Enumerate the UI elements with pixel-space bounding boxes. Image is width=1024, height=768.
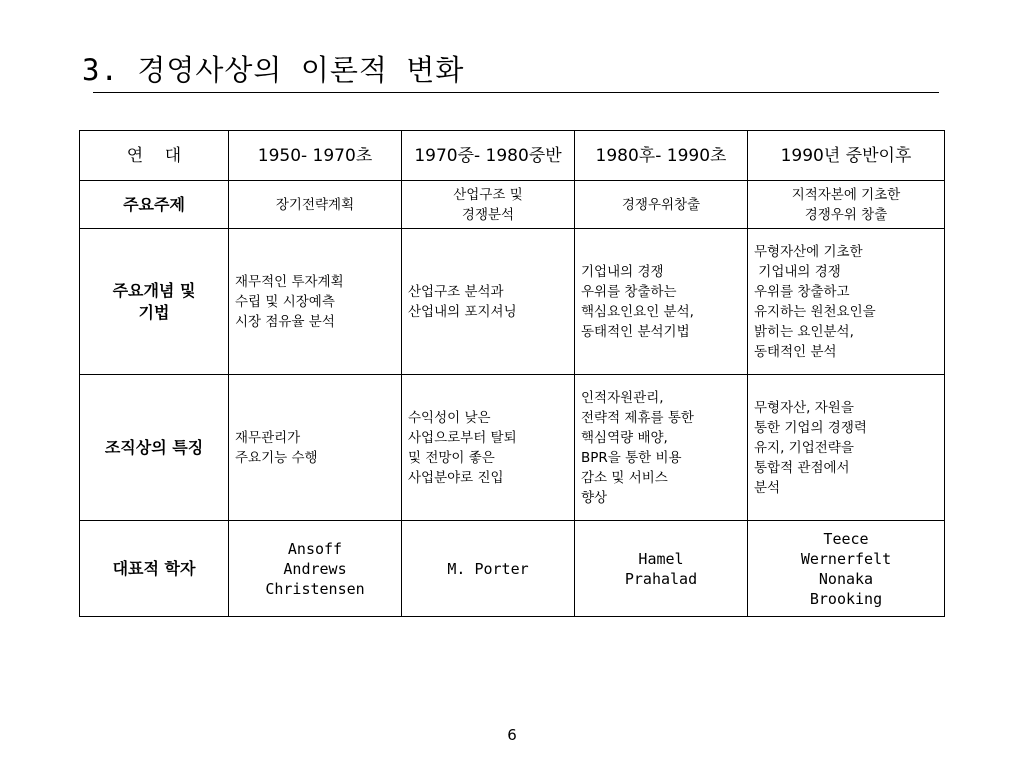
header-period-1: 1950- 1970초 bbox=[229, 131, 402, 181]
cell-scholars-4: Teece Wernerfelt Nonaka Brooking bbox=[748, 521, 945, 617]
title-divider bbox=[93, 92, 939, 93]
row-label-main-topic: 주요주제 bbox=[80, 181, 229, 229]
table-row-scholars bbox=[80, 521, 945, 617]
slide-title: 3. 경영사상의 이론적 변화 bbox=[82, 53, 465, 87]
cell-org-1: 재무관리가 주요기능 수행 bbox=[229, 375, 402, 521]
cell-concepts-2: 산업구조 분석과 산업내의 포지셔닝 bbox=[402, 229, 575, 375]
table-row-concepts bbox=[80, 229, 945, 375]
cell-org-4: 무형자산, 자원을 통한 기업의 경쟁력 유지, 기업전략을 통합적 관점에서 분석 bbox=[748, 375, 945, 521]
table-header-row bbox=[80, 131, 945, 181]
cell-topic-3: 경쟁우위창출 bbox=[575, 181, 748, 229]
row-label-concepts: 주요개념 및 기법 bbox=[80, 229, 229, 375]
page-number: 6 bbox=[507, 726, 517, 744]
header-period-4: 1990년 중반이후 bbox=[748, 131, 945, 181]
cell-scholars-2: M. Porter bbox=[402, 521, 575, 617]
header-period-2: 1970중- 1980중반 bbox=[402, 131, 575, 181]
header-period-3: 1980후- 1990초 bbox=[575, 131, 748, 181]
cell-concepts-1: 재무적인 투자계획 수립 및 시장예측 시장 점유율 분석 bbox=[229, 229, 402, 375]
cell-scholars-1: Ansoff Andrews Christensen bbox=[229, 521, 402, 617]
cell-org-3: 인적자원관리, 전략적 제휴를 통한 핵심역량 배양, BPR을 통한 비용 감소 및 서비스 향상 bbox=[575, 375, 748, 521]
cell-scholars-3: Hamel Prahalad bbox=[575, 521, 748, 617]
evolution-table bbox=[79, 130, 945, 617]
cell-topic-2: 산업구조 및 경쟁분석 bbox=[402, 181, 575, 229]
cell-topic-4: 지적자본에 기초한 경쟁우위 창출 bbox=[748, 181, 945, 229]
cell-concepts-3: 기업내의 경쟁 우위를 창출하는 핵심요인요인 분석, 동태적인 분석기법 bbox=[575, 229, 748, 375]
table-row-organization bbox=[80, 375, 945, 521]
table-row-main-topic bbox=[80, 181, 945, 229]
row-label-organization: 조직상의 특징 bbox=[80, 375, 229, 521]
cell-concepts-4: 무형자산에 기초한 기업내의 경쟁 우위를 창출하고 유지하는 원천요인을 밝히는 요인분석, 동태적인 분석 bbox=[748, 229, 945, 375]
cell-topic-1: 장기전략계획 bbox=[229, 181, 402, 229]
cell-org-2: 수익성이 낮은 사업으로부터 탈퇴 및 전망이 좋은 사업분야로 진입 bbox=[402, 375, 575, 521]
row-label-scholars: 대표적 학자 bbox=[80, 521, 229, 617]
header-era-label: 연 대 bbox=[80, 131, 229, 181]
